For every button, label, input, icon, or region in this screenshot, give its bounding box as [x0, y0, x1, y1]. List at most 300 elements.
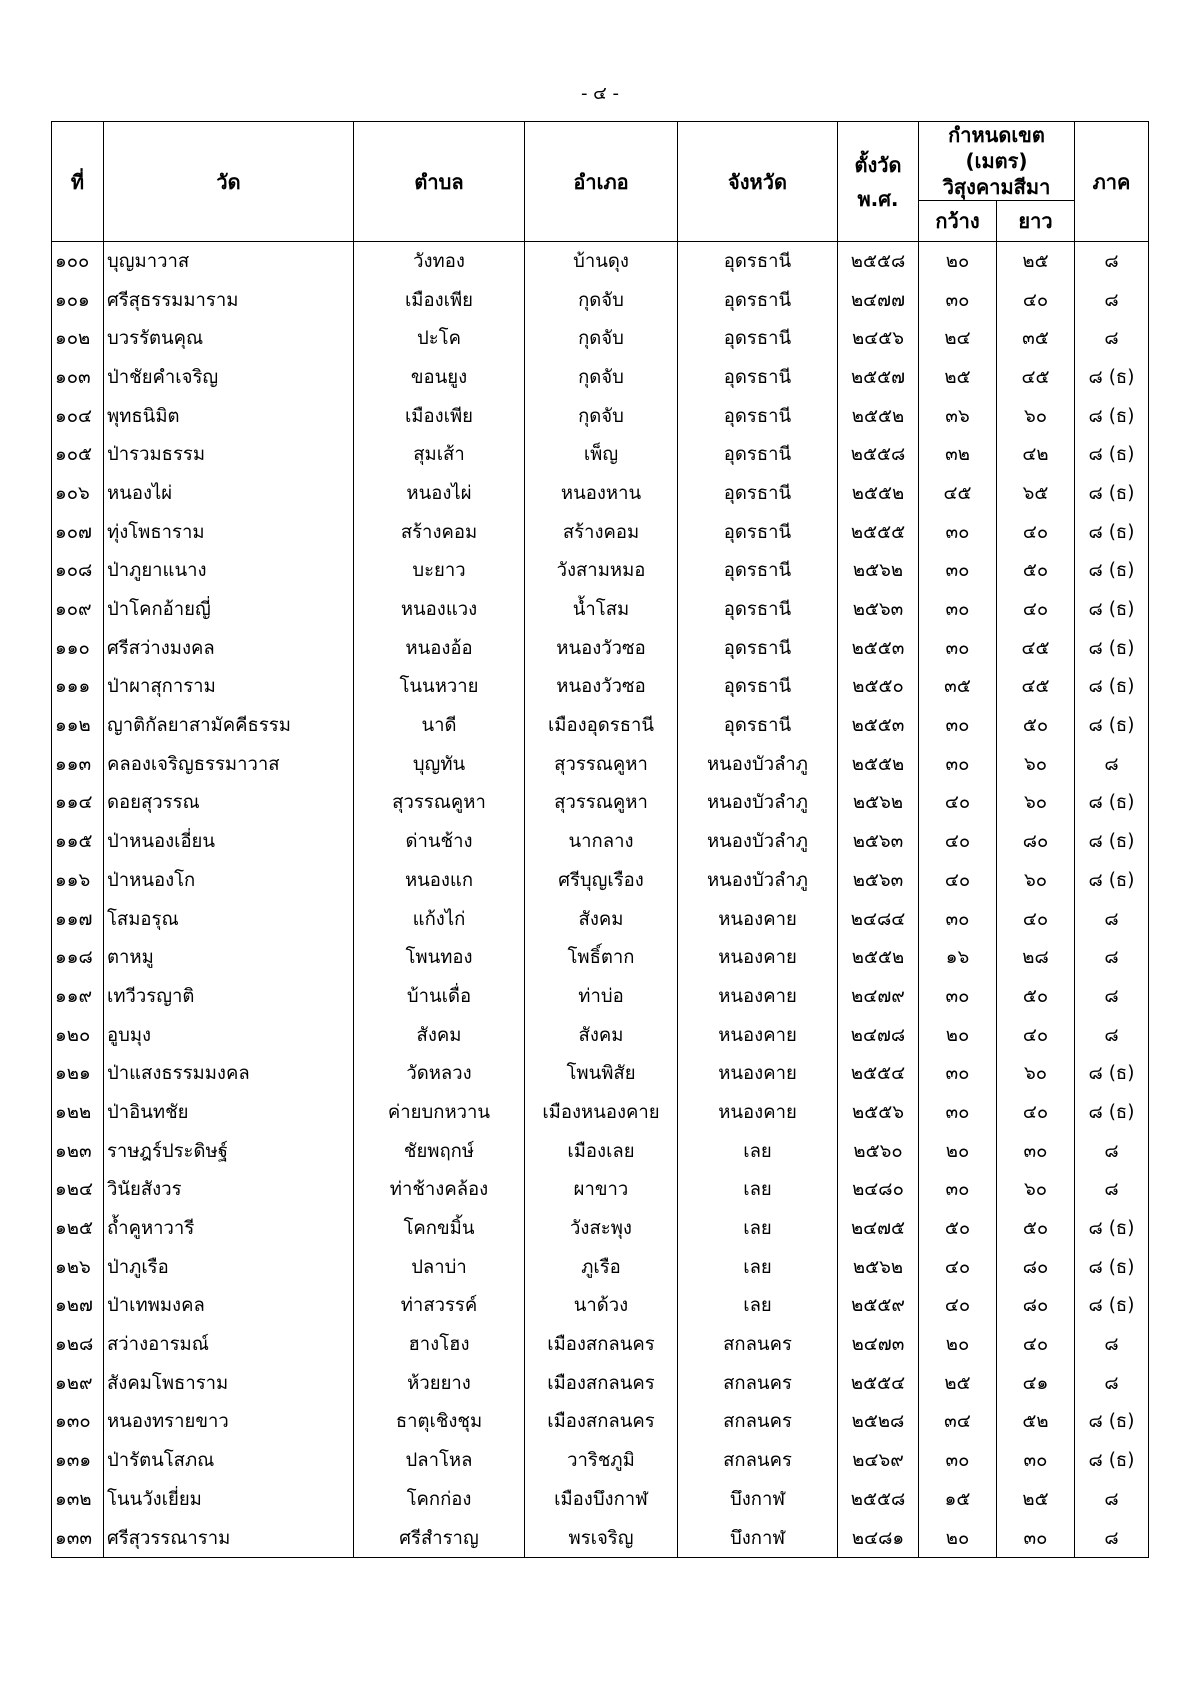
amphoe-cell: หนองหาน	[525, 474, 678, 513]
province-cell: หนองคาย	[678, 1093, 838, 1132]
province-cell: อุดรธานี	[678, 706, 838, 745]
region-cell: ๘	[1075, 745, 1149, 784]
boundary-length-cell: ๖๐	[997, 397, 1075, 436]
header-boundary-line1: กำหนดเขต (เมตร)	[948, 123, 1045, 173]
wat-name-cell: บุญมาวาส	[104, 242, 354, 281]
row-number-cell: ๑๒๖	[52, 1248, 104, 1287]
row-number-cell: ๑๐๙	[52, 590, 104, 629]
amphoe-cell: โพธิ์ตาก	[525, 938, 678, 977]
boundary-width-cell: ๓๐	[919, 1054, 997, 1093]
boundary-length-cell: ๔๒	[997, 435, 1075, 474]
tambon-cell: เมืองเพีย	[354, 281, 525, 320]
founded-year-cell: ๒๕๕๒	[838, 474, 919, 513]
amphoe-cell: หนองวัวซอ	[525, 629, 678, 668]
region-cell: ๘ (ธ)	[1075, 822, 1149, 861]
province-cell: บึงกาฬ	[678, 1519, 838, 1558]
row-number-cell: ๑๑๐	[52, 629, 104, 668]
amphoe-cell: นาด้วง	[525, 1287, 678, 1326]
table-row	[52, 784, 1149, 823]
row-number-cell: ๑๑๖	[52, 861, 104, 900]
row-number-cell: ๑๐๑	[52, 281, 104, 320]
wat-name-cell: ทุ่งโพธาราม	[104, 513, 354, 552]
province-cell: อุดรธานี	[678, 513, 838, 552]
row-number-cell: ๑๒๘	[52, 1325, 104, 1364]
boundary-width-cell: ๔๐	[919, 1248, 997, 1287]
province-cell: อุดรธานี	[678, 474, 838, 513]
wat-name-cell: ป่าหนองเอี่ยน	[104, 822, 354, 861]
wat-name-cell: พุทธนิมิต	[104, 397, 354, 436]
region-cell: ๘ (ธ)	[1075, 1248, 1149, 1287]
amphoe-cell: เมืองอุดรธานี	[525, 706, 678, 745]
boundary-length-cell: ๕๐	[997, 977, 1075, 1016]
founded-year-cell: ๒๕๕๖	[838, 1093, 919, 1132]
founded-year-cell: ๒๕๖๒	[838, 552, 919, 591]
tambon-cell: สร้างคอม	[354, 513, 525, 552]
boundary-width-cell: ๓๐	[919, 1093, 997, 1132]
boundary-length-cell: ๔๐	[997, 900, 1075, 939]
boundary-length-cell: ๘๐	[997, 822, 1075, 861]
amphoe-cell: ท่าบ่อ	[525, 977, 678, 1016]
wat-boundary-table	[51, 121, 1149, 1558]
province-cell: เลย	[678, 1132, 838, 1171]
amphoe-cell: โพนพิสัย	[525, 1054, 678, 1093]
tambon-cell: ห้วยยาง	[354, 1364, 525, 1403]
boundary-width-cell: ๒๐	[919, 1016, 997, 1055]
wat-name-cell: ญาติกัลยาสามัคคีธรรม	[104, 706, 354, 745]
region-cell: ๘	[1075, 242, 1149, 281]
founded-year-cell: ๒๕๕๘	[838, 435, 919, 474]
boundary-width-cell: ๓๐	[919, 1441, 997, 1480]
boundary-length-cell: ๔๕	[997, 358, 1075, 397]
wat-name-cell: สังคมโพธาราม	[104, 1364, 354, 1403]
boundary-length-cell: ๖๐	[997, 745, 1075, 784]
founded-year-cell: ๒๔๗๓	[838, 1325, 919, 1364]
row-number-cell: ๑๐๐	[52, 242, 104, 281]
tambon-cell: ธาตุเชิงชุม	[354, 1403, 525, 1442]
amphoe-cell: วังสะพุง	[525, 1209, 678, 1248]
region-cell: ๘	[1075, 1132, 1149, 1171]
tambon-cell: โนนหวาย	[354, 668, 525, 707]
table-row	[52, 668, 1149, 707]
header-no: ที่	[52, 122, 104, 242]
tambon-cell: วัดหลวง	[354, 1054, 525, 1093]
region-cell: ๘ (ธ)	[1075, 668, 1149, 707]
boundary-length-cell: ๔๐	[997, 1325, 1075, 1364]
header-region: ภาค	[1075, 122, 1149, 242]
wat-name-cell: ดอยสุวรรณ	[104, 784, 354, 823]
province-cell: สกลนคร	[678, 1325, 838, 1364]
header-tambon: ตำบล	[354, 122, 525, 242]
table-row	[52, 1403, 1149, 1442]
boundary-length-cell: ๔๐	[997, 513, 1075, 552]
tambon-cell: ฮางโฮง	[354, 1325, 525, 1364]
table-row	[52, 1441, 1149, 1480]
region-cell: ๘ (ธ)	[1075, 784, 1149, 823]
wat-name-cell: ราษฎร์ประดิษฐ์	[104, 1132, 354, 1171]
amphoe-cell: กุดจับ	[525, 281, 678, 320]
founded-year-cell: ๒๕๖๓	[838, 590, 919, 629]
founded-year-cell: ๒๕๕๘	[838, 242, 919, 281]
table-row	[52, 938, 1149, 977]
amphoe-cell: เมืองเลย	[525, 1132, 678, 1171]
wat-name-cell: ป่าหนองโก	[104, 861, 354, 900]
region-cell: ๘ (ธ)	[1075, 1054, 1149, 1093]
boundary-width-cell: ๓๐	[919, 900, 997, 939]
wat-name-cell: วินัยสังวร	[104, 1171, 354, 1210]
amphoe-cell: สร้างคอม	[525, 513, 678, 552]
table-row	[52, 513, 1149, 552]
wat-name-cell: ป่าโคกอ้ายญี่	[104, 590, 354, 629]
region-cell: ๘	[1075, 1171, 1149, 1210]
province-cell: หนองบัวลำภู	[678, 861, 838, 900]
founded-year-cell: ๒๕๒๘	[838, 1403, 919, 1442]
row-number-cell: ๑๒๑	[52, 1054, 104, 1093]
tambon-cell: บะยาว	[354, 552, 525, 591]
boundary-length-cell: ๔๕	[997, 629, 1075, 668]
boundary-width-cell: ๒๕	[919, 1364, 997, 1403]
founded-year-cell: ๒๕๕๘	[838, 1480, 919, 1519]
amphoe-cell: เมืองสกลนคร	[525, 1325, 678, 1364]
wat-name-cell: ป่าแสงธรรมมงคล	[104, 1054, 354, 1093]
boundary-length-cell: ๕๐	[997, 552, 1075, 591]
amphoe-cell: เพ็ญ	[525, 435, 678, 474]
region-cell: ๘ (ธ)	[1075, 435, 1149, 474]
region-cell: ๘ (ธ)	[1075, 861, 1149, 900]
row-number-cell: ๑๑๙	[52, 977, 104, 1016]
boundary-width-cell: ๓๐	[919, 281, 997, 320]
province-cell: หนองคาย	[678, 938, 838, 977]
region-cell: ๘ (ธ)	[1075, 513, 1149, 552]
boundary-width-cell: ๔๐	[919, 861, 997, 900]
tambon-cell: ขอนยูง	[354, 358, 525, 397]
wat-name-cell: ป่ารัตนโสภณ	[104, 1441, 354, 1480]
table-row	[52, 1248, 1149, 1287]
header-founded	[838, 122, 919, 242]
region-cell: ๘ (ธ)	[1075, 1441, 1149, 1480]
wat-name-cell: ป่าผาสุการาม	[104, 668, 354, 707]
boundary-width-cell: ๒๐	[919, 242, 997, 281]
province-cell: เลย	[678, 1171, 838, 1210]
founded-year-cell: ๒๕๕๔	[838, 1054, 919, 1093]
boundary-length-cell: ๒๕	[997, 242, 1075, 281]
header-founded-line2: พ.ศ.	[857, 186, 899, 211]
amphoe-cell: สุวรรณคูหา	[525, 745, 678, 784]
boundary-length-cell: ๖๐	[997, 861, 1075, 900]
boundary-width-cell: ๒๐	[919, 1325, 997, 1364]
row-number-cell: ๑๑๕	[52, 822, 104, 861]
table-row	[52, 1054, 1149, 1093]
boundary-width-cell: ๒๐	[919, 1519, 997, 1558]
tambon-cell: โพนทอง	[354, 938, 525, 977]
boundary-length-cell: ๔๐	[997, 590, 1075, 629]
amphoe-cell: หนองวัวซอ	[525, 668, 678, 707]
region-cell: ๘ (ธ)	[1075, 1403, 1149, 1442]
boundary-length-cell: ๔๑	[997, 1364, 1075, 1403]
founded-year-cell: ๒๕๕๐	[838, 668, 919, 707]
founded-year-cell: ๒๕๕๙	[838, 1287, 919, 1326]
province-cell: อุดรธานี	[678, 281, 838, 320]
boundary-width-cell: ๓๐	[919, 629, 997, 668]
table-row	[52, 822, 1149, 861]
table-row	[52, 319, 1149, 358]
boundary-width-cell: ๓๕	[919, 668, 997, 707]
founded-year-cell: ๒๕๖๓	[838, 861, 919, 900]
row-number-cell: ๑๓๓	[52, 1519, 104, 1558]
amphoe-cell: ภูเรือ	[525, 1248, 678, 1287]
boundary-width-cell: ๔๕	[919, 474, 997, 513]
boundary-length-cell: ๕๐	[997, 1209, 1075, 1248]
table-row	[52, 1132, 1149, 1171]
row-number-cell: ๑๑๘	[52, 938, 104, 977]
tambon-cell: ปลาโหล	[354, 1441, 525, 1480]
table-row	[52, 590, 1149, 629]
founded-year-cell: ๒๔๗๕	[838, 1209, 919, 1248]
region-cell: ๘	[1075, 1480, 1149, 1519]
founded-year-cell: ๒๔๘๑	[838, 1519, 919, 1558]
region-cell: ๘	[1075, 1016, 1149, 1055]
tambon-cell: ด่านช้าง	[354, 822, 525, 861]
boundary-width-cell: ๒๔	[919, 319, 997, 358]
amphoe-cell: บ้านดุง	[525, 242, 678, 281]
founded-year-cell: ๒๔๘๔	[838, 900, 919, 939]
region-cell: ๘ (ธ)	[1075, 397, 1149, 436]
tambon-cell: ปลาบ่า	[354, 1248, 525, 1287]
province-cell: สกลนคร	[678, 1403, 838, 1442]
region-cell: ๘ (ธ)	[1075, 629, 1149, 668]
table-row	[52, 1287, 1149, 1326]
tambon-cell: โคกขมิ้น	[354, 1209, 525, 1248]
tambon-cell: เมืองเพีย	[354, 397, 525, 436]
founded-year-cell: ๒๕๕๒	[838, 938, 919, 977]
amphoe-cell: วังสามหมอ	[525, 552, 678, 591]
province-cell: หนองคาย	[678, 1016, 838, 1055]
tambon-cell: บุญทัน	[354, 745, 525, 784]
amphoe-cell: เมืองบึงกาฬ	[525, 1480, 678, 1519]
founded-year-cell: ๒๕๖๐	[838, 1132, 919, 1171]
province-cell: สกลนคร	[678, 1364, 838, 1403]
wat-name-cell: หนองไผ่	[104, 474, 354, 513]
row-number-cell: ๑๓๐	[52, 1403, 104, 1442]
founded-year-cell: ๒๔๘๐	[838, 1171, 919, 1210]
table-row	[52, 358, 1149, 397]
boundary-width-cell: ๓๐	[919, 552, 997, 591]
region-cell: ๘	[1075, 1519, 1149, 1558]
founded-year-cell: ๒๕๕๔	[838, 1364, 919, 1403]
table-row	[52, 435, 1149, 474]
header-founded-line1: ตั้งวัด	[854, 152, 902, 177]
amphoe-cell: เมืองสกลนคร	[525, 1364, 678, 1403]
founded-year-cell: ๒๔๗๗	[838, 281, 919, 320]
province-cell: หนองบัวลำภู	[678, 784, 838, 823]
table-row	[52, 1171, 1149, 1210]
founded-year-cell: ๒๕๕๒	[838, 745, 919, 784]
tambon-cell: ท่าช้างคล้อง	[354, 1171, 525, 1210]
amphoe-cell: น้ำโสม	[525, 590, 678, 629]
wat-name-cell: ถ้ำคูหาวารี	[104, 1209, 354, 1248]
boundary-width-cell: ๓๒	[919, 435, 997, 474]
table-row	[52, 629, 1149, 668]
tambon-cell: หนองไผ่	[354, 474, 525, 513]
boundary-width-cell: ๓๐	[919, 590, 997, 629]
boundary-length-cell: ๒๘	[997, 938, 1075, 977]
table-row	[52, 474, 1149, 513]
province-cell: หนองบัวลำภู	[678, 745, 838, 784]
table-row	[52, 1480, 1149, 1519]
region-cell: ๘	[1075, 938, 1149, 977]
province-cell: อุดรธานี	[678, 397, 838, 436]
region-cell: ๘ (ธ)	[1075, 474, 1149, 513]
founded-year-cell: ๒๕๕๕	[838, 513, 919, 552]
boundary-width-cell: ๓๖	[919, 397, 997, 436]
amphoe-cell: พรเจริญ	[525, 1519, 678, 1558]
boundary-width-cell: ๑๖	[919, 938, 997, 977]
region-cell: ๘ (ธ)	[1075, 552, 1149, 591]
header-length: ยาว	[997, 201, 1075, 242]
boundary-width-cell: ๔๐	[919, 1287, 997, 1326]
table-row	[52, 281, 1149, 320]
region-cell: ๘ (ธ)	[1075, 1287, 1149, 1326]
founded-year-cell: ๒๕๖๒	[838, 784, 919, 823]
founded-year-cell: ๒๔๖๙	[838, 1441, 919, 1480]
table-row	[52, 1364, 1149, 1403]
wat-name-cell: โสมอรุณ	[104, 900, 354, 939]
boundary-length-cell: ๒๕	[997, 1480, 1075, 1519]
header-province: จังหวัด	[678, 122, 838, 242]
table-row	[52, 1325, 1149, 1364]
tambon-cell: แก้งไก่	[354, 900, 525, 939]
region-cell: ๘	[1075, 281, 1149, 320]
boundary-width-cell: ๓๐	[919, 745, 997, 784]
tambon-cell: สังคม	[354, 1016, 525, 1055]
wat-name-cell: บวรรัตนคุณ	[104, 319, 354, 358]
region-cell: ๘ (ธ)	[1075, 358, 1149, 397]
province-cell: หนองบัวลำภู	[678, 822, 838, 861]
page-number: - ๔ -	[580, 83, 620, 104]
row-number-cell: ๑๐๖	[52, 474, 104, 513]
region-cell: ๘ (ธ)	[1075, 1209, 1149, 1248]
region-cell: ๘	[1075, 977, 1149, 1016]
row-number-cell: ๑๑๓	[52, 745, 104, 784]
row-number-cell: ๑๐๔	[52, 397, 104, 436]
founded-year-cell: ๒๔๗๙	[838, 977, 919, 1016]
boundary-width-cell: ๕๐	[919, 1209, 997, 1248]
row-number-cell: ๑๒๔	[52, 1171, 104, 1210]
province-cell: เลย	[678, 1287, 838, 1326]
province-cell: เลย	[678, 1248, 838, 1287]
header-wat: วัด	[104, 122, 354, 242]
row-number-cell: ๑๐๕	[52, 435, 104, 474]
header-amphoe: อำเภอ	[525, 122, 678, 242]
wat-name-cell: สว่างอารมณ์	[104, 1325, 354, 1364]
province-cell: หนองคาย	[678, 1054, 838, 1093]
wat-name-cell: ป่าเทพมงคล	[104, 1287, 354, 1326]
province-cell: หนองคาย	[678, 900, 838, 939]
boundary-length-cell: ๕๐	[997, 706, 1075, 745]
tambon-cell: สุมเส้า	[354, 435, 525, 474]
row-number-cell: ๑๐๒	[52, 319, 104, 358]
table-row	[52, 706, 1149, 745]
row-number-cell: ๑๑๑	[52, 668, 104, 707]
province-cell: อุดรธานี	[678, 590, 838, 629]
province-cell: อุดรธานี	[678, 435, 838, 474]
founded-year-cell: ๒๕๕๒	[838, 397, 919, 436]
table-row	[52, 861, 1149, 900]
tambon-cell: นาดี	[354, 706, 525, 745]
row-number-cell: ๑๑๔	[52, 784, 104, 823]
boundary-width-cell: ๔๐	[919, 822, 997, 861]
row-number-cell: ๑๒๗	[52, 1287, 104, 1326]
header-boundary-line2: วิสุงคามสีมา	[942, 175, 1051, 199]
row-number-cell: ๑๑๒	[52, 706, 104, 745]
wat-name-cell: ป่าชัยคำเจริญ	[104, 358, 354, 397]
boundary-length-cell: ๖๕	[997, 474, 1075, 513]
boundary-width-cell: ๓๐	[919, 977, 997, 1016]
boundary-width-cell: ๓๐	[919, 1171, 997, 1210]
amphoe-cell: เมืองสกลนคร	[525, 1403, 678, 1442]
boundary-length-cell: ๓๐	[997, 1441, 1075, 1480]
tambon-cell: หนองอ้อ	[354, 629, 525, 668]
province-cell: อุดรธานี	[678, 629, 838, 668]
table-row	[52, 900, 1149, 939]
wat-name-cell: ตาหมู	[104, 938, 354, 977]
row-number-cell: ๑๓๒	[52, 1480, 104, 1519]
tambon-cell: โคกก่อง	[354, 1480, 525, 1519]
region-cell: ๘ (ธ)	[1075, 590, 1149, 629]
boundary-width-cell: ๔๐	[919, 784, 997, 823]
row-number-cell: ๑๐๗	[52, 513, 104, 552]
amphoe-cell: สังคม	[525, 1016, 678, 1055]
founded-year-cell: ๒๕๕๓	[838, 706, 919, 745]
table-row	[52, 1519, 1149, 1558]
region-cell: ๘	[1075, 1364, 1149, 1403]
header-boundary	[919, 122, 1075, 201]
boundary-width-cell: ๓๐	[919, 513, 997, 552]
tambon-cell: ปะโค	[354, 319, 525, 358]
row-number-cell: ๑๐๓	[52, 358, 104, 397]
row-number-cell: ๑๒๙	[52, 1364, 104, 1403]
region-cell: ๘	[1075, 1325, 1149, 1364]
table-row	[52, 1209, 1149, 1248]
wat-name-cell: ป่าภูเรือ	[104, 1248, 354, 1287]
region-cell: ๘	[1075, 900, 1149, 939]
row-number-cell: ๑๑๗	[52, 900, 104, 939]
founded-year-cell: ๒๔๕๖	[838, 319, 919, 358]
province-cell: อุดรธานี	[678, 319, 838, 358]
founded-year-cell: ๒๕๕๗	[838, 358, 919, 397]
table-row	[52, 977, 1149, 1016]
table-row	[52, 1093, 1149, 1132]
boundary-width-cell: ๒๕	[919, 358, 997, 397]
amphoe-cell: เมืองหนองคาย	[525, 1093, 678, 1132]
row-number-cell: ๑๓๑	[52, 1441, 104, 1480]
boundary-length-cell: ๓๐	[997, 1519, 1075, 1558]
region-cell: ๘ (ธ)	[1075, 706, 1149, 745]
province-cell: บึงกาฬ	[678, 1480, 838, 1519]
boundary-width-cell: ๑๕	[919, 1480, 997, 1519]
tambon-cell: ศรีสำราญ	[354, 1519, 525, 1558]
boundary-width-cell: ๒๐	[919, 1132, 997, 1171]
founded-year-cell: ๒๕๖๒	[838, 1248, 919, 1287]
province-cell: อุดรธานี	[678, 668, 838, 707]
wat-name-cell: อูบมุง	[104, 1016, 354, 1055]
amphoe-cell: กุดจับ	[525, 358, 678, 397]
province-cell: เลย	[678, 1209, 838, 1248]
amphoe-cell: สุวรรณคูหา	[525, 784, 678, 823]
region-cell: ๘ (ธ)	[1075, 1093, 1149, 1132]
wat-name-cell: คลองเจริญธรรมาวาส	[104, 745, 354, 784]
region-cell: ๘	[1075, 319, 1149, 358]
row-number-cell: ๑๒๒	[52, 1093, 104, 1132]
